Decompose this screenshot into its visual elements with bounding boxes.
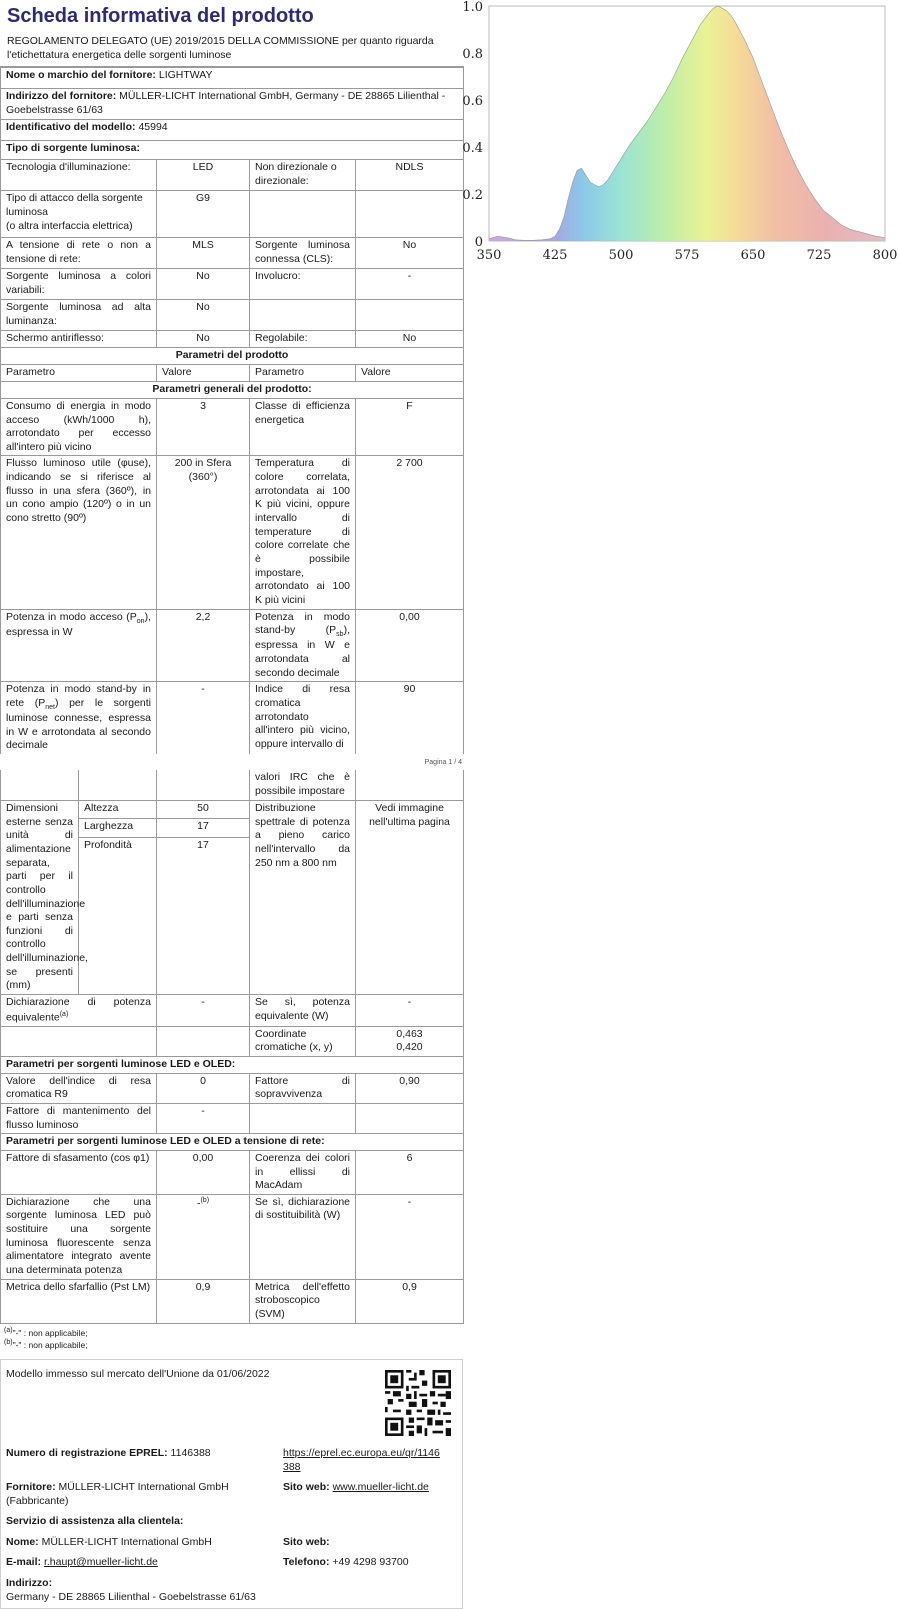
x-tick-label: 425 (542, 248, 568, 263)
param-label (1, 609, 157, 682)
general-title-row (1, 381, 464, 398)
param-label: Metrica dell'effetto stroboscopico (SVM) (250, 1279, 356, 1323)
param-row (1, 1073, 464, 1103)
param-row (1, 1103, 464, 1133)
dim-depth-value: 17 (157, 837, 250, 994)
param-label: valori IRC che è possibile impostare (250, 770, 356, 801)
led-title-row (1, 1057, 464, 1074)
market-info-box (0, 1359, 463, 1609)
type-row-value (356, 300, 464, 331)
pnet-subscript: net (45, 704, 55, 712)
chroma-x: 0,463 (396, 1027, 423, 1040)
param-label: Fattore di sopravvivenza (250, 1073, 356, 1103)
x-tick-label: 650 (740, 248, 766, 263)
address-heading: Indirizzo: (6, 1577, 53, 1590)
param-value: 0,00 (356, 609, 464, 682)
type-row-label: Tecnologia d'illuminazione: (1, 160, 157, 191)
type-row-value: No (356, 331, 464, 348)
param-value: 2,2 (157, 609, 250, 682)
column-header-row (1, 365, 464, 382)
type-row-value: No (157, 300, 250, 331)
supplier-row (1, 68, 464, 89)
dim-width-label: Larghezza (79, 819, 157, 837)
param-label (250, 609, 356, 682)
x-tick-label: 500 (608, 248, 634, 263)
type-row-value: - (356, 269, 464, 300)
address-value: MÜLLER-LICHT International GmbH, Germany - DE 28865 Lilienthal - Goebelstrasse 61/63 (6, 90, 446, 116)
param-label: Coordinate cromatiche (x, y) (250, 1026, 356, 1056)
param-label: Fattore di mantenimento del flusso luminoso (1, 1103, 157, 1133)
type-row (1, 300, 464, 331)
params-heading: Parametri del prodotto (1, 348, 464, 365)
param-label: Se sì, dichiarazione di sostituibilità (W) (250, 1194, 356, 1279)
param-value: 0 (157, 1073, 250, 1103)
param-value: 0,9 (356, 1279, 464, 1323)
equiv-label: Dichiarazione di potenza equivalente (6, 996, 151, 1024)
type-row-label: A tensione di rete o non a tensione di rete: (1, 238, 157, 269)
param-label (1, 995, 157, 1027)
type-row-label: Involucro: (250, 269, 356, 300)
footnote (4, 1326, 460, 1339)
email-line (6, 1556, 158, 1570)
service-address: Germany - DE 28865 Lilienthal - Goebelstrasse 61/63 (6, 1591, 256, 1604)
phone-label: Telefono: (283, 1556, 330, 1569)
mains-title-row (1, 1134, 464, 1151)
x-tick-label: 350 (476, 248, 502, 263)
address-label: Indirizzo del fornitore: (6, 90, 117, 103)
params-table-continued (0, 770, 464, 1324)
dim-depth-label: Profondità (79, 837, 157, 994)
dim-width-value: 17 (157, 819, 250, 837)
type-row-value: MLS (157, 238, 250, 269)
param-row (1, 1026, 464, 1056)
param-value: - (157, 682, 250, 754)
supplier-value: LIGHTWAY (158, 69, 213, 82)
param-row (1, 1194, 464, 1279)
footnote-mark: (b) (4, 1339, 13, 1347)
email-link[interactable]: r.haupt@mueller-licht.de (43, 1556, 158, 1569)
param-value: 3 (157, 398, 250, 456)
x-tick-label: 575 (674, 248, 700, 263)
type-row-value: No (157, 269, 250, 300)
supplier-table (0, 67, 464, 754)
footnote-text: "-" : non applicabile; (12, 1340, 88, 1351)
param-row (1, 770, 464, 801)
param-row (1, 398, 464, 456)
spd-value: Vedi immagine nell'ultima pagina (356, 801, 464, 995)
type-row-label: Sorgente luminosa a colori variabili: (1, 269, 157, 300)
y-tick-label: 0.6 (462, 94, 483, 109)
model-value: 45994 (138, 121, 168, 134)
address-row (1, 89, 464, 120)
type-row-label: Sorgente luminosa ad alta luminanza: (1, 300, 157, 331)
dim-height-label: Altezza (79, 801, 157, 819)
param-row (1, 1150, 464, 1194)
email-label: E-mail: (6, 1556, 42, 1569)
param-value: F (356, 398, 464, 456)
plot-area (462, 0, 897, 263)
footnote-mark: (a) (4, 1326, 13, 1334)
footnotes (0, 1324, 464, 1354)
market-date: Modello immesso sul mercato dell'Unione da 01/06/2022 (6, 1368, 270, 1381)
param-label: Temperatura di colore correlata, arrotondata ai 100 K più vicini, oppure intervallo di temperature di colore correlate che è possibile impostare, arrotondato ai 100 K più vicini (250, 456, 356, 609)
footnote-text: "-" : non applicabile; (12, 1327, 88, 1338)
psb-subscript: sb (336, 631, 344, 639)
param-value: 90 (356, 682, 464, 754)
pon-subscript: on (136, 617, 145, 625)
model-label: Identificativo del modello: (6, 121, 136, 134)
param-label: Valore dell'indice di resa cromatica R9 (1, 1073, 157, 1103)
param-value: - (356, 1194, 464, 1279)
service-name-line (6, 1536, 212, 1550)
type-row (1, 191, 464, 238)
param-label: Dichiarazione che una sorgente luminosa LED può sostituire una sorgente luminosa fluorescente senza alimentatore integrato avente una determinata potenza (1, 1194, 157, 1279)
x-tick-label: 725 (806, 248, 832, 263)
psb-label-end: ), espressa in W e arrotondata al secondo decimale (255, 624, 350, 679)
type-row-value: No (356, 238, 464, 269)
type-row-value: NDLS (356, 160, 464, 191)
param-value: 0,9 (157, 1279, 250, 1323)
website-line (283, 1481, 429, 1495)
type-row-label: Schermo antiriflesso: (1, 331, 157, 348)
spectrum-area (489, 6, 885, 241)
type-row-label (250, 300, 356, 331)
footnote (4, 1338, 460, 1351)
column-header: Valore (356, 365, 464, 382)
y-tick-label: 0.4 (462, 141, 483, 156)
dims-row (1, 801, 464, 819)
type-row (1, 238, 464, 269)
param-row (1, 609, 464, 682)
y-tick-label: 0 (474, 235, 483, 250)
led-heading: Parametri per sorgenti luminose LED e OLED: (1, 1057, 464, 1074)
pon-label-end: ), espressa in W (6, 610, 151, 638)
service-website-label: Sito web: (283, 1536, 330, 1549)
spd-label: Distribuzione spettrale di potenza a pieno carico nell'intervallo da 250 nm a 800 nm (250, 801, 356, 995)
param-label: Indice di resa cromatica arrotondato all'intero più vicino, oppure intervallo di (250, 682, 356, 754)
param-label: Se sì, potenza equivalente (W) (250, 995, 356, 1027)
type-row-label: Regolabile: (250, 331, 356, 348)
param-value: 2 700 (356, 456, 464, 609)
eprel-link[interactable]: https://eprel.ec.europa.eu/qr/1146388 (283, 1447, 440, 1473)
model-row (1, 120, 464, 141)
x-tick-label: 800 (872, 248, 898, 263)
pon-label: Potenza in modo acceso (P (6, 610, 137, 623)
param-value: - (157, 1103, 250, 1133)
y-tick-label: 0.8 (462, 47, 483, 62)
regulation-intro: REGOLAMENTO DELEGATO (UE) 2019/2015 DELLA COMMISSIONE per quanto riguarda l'etichettatura energetica delle sorgenti luminose (0, 32, 464, 67)
page-title: Scheda informativa del prodotto (7, 5, 314, 27)
phone-value: +49 4298 93700 (332, 1556, 409, 1569)
param-label: Fattore di sfasamento (cos φ1) (1, 1150, 157, 1194)
website-label: Sito web: (283, 1481, 330, 1494)
type-row-label (250, 191, 356, 238)
general-heading: Parametri generali del prodotto: (1, 381, 464, 398)
param-label (1, 682, 157, 754)
source-type-row (1, 141, 464, 160)
fornitore-label: Fornitore: (6, 1481, 56, 1494)
page-number: Pagina 1 / 4 (424, 759, 462, 767)
type-row-value: No (157, 331, 250, 348)
fornitore-value: MÜLLER-LICHT International GmbH (Fabbricante) (6, 1481, 229, 1507)
source-type-heading: Tipo di sorgente luminosa: (1, 141, 464, 160)
type-row-label (1, 191, 157, 238)
fluo-value: - (196, 1197, 201, 1210)
mains-heading: Parametri per sorgenti luminose LED e OLED a tensione di rete: (1, 1134, 464, 1151)
param-row (1, 682, 464, 754)
param-label: Coerenza dei colori in ellissi di MacAdam (250, 1150, 356, 1194)
type-row-value: LED (157, 160, 250, 191)
spectral-distribution-chart (462, 0, 899, 270)
param-value: - (356, 995, 464, 1027)
fluo-footnote-mark: (b) (200, 1196, 210, 1204)
param-value (356, 1026, 464, 1056)
chroma-y: 0,420 (396, 1041, 423, 1054)
param-value: 6 (356, 1150, 464, 1194)
y-tick-label: 0.2 (462, 188, 483, 203)
param-label: Consumo di energia in modo acceso (kWh/1000 h), arrotondato per eccesso all'intero più vicino (1, 398, 157, 456)
eprel-value: 1146388 (170, 1447, 211, 1460)
service-name-label: Nome: (6, 1536, 39, 1549)
page-break (0, 754, 464, 770)
cap-type-label-note: (o altra interfaccia elettrica) (6, 219, 133, 232)
column-header: Parametro (250, 365, 356, 382)
param-row (1, 456, 464, 609)
phone-line (283, 1556, 409, 1570)
eprel-line (6, 1447, 211, 1461)
dim-height-value: 50 (157, 801, 250, 819)
type-row (1, 331, 464, 348)
column-header: Parametro (1, 365, 157, 382)
param-value: 200 in Sfera (360°) (157, 456, 250, 609)
fornitore-line (6, 1481, 276, 1508)
supplier-label: Nome o marchio del fornitore: (6, 69, 156, 82)
dims-label: Dimensioni esterne senza unità di alimentazione separata, parti per il controllo dell'illuminazione e parti senza funzioni di controllo dell'illuminazione, se presenti (mm) (1, 801, 79, 995)
param-row (1, 995, 464, 1027)
equiv-footnote-mark: (a) (59, 1010, 69, 1018)
param-label: Classe di efficienza energetica (250, 398, 356, 456)
pnet-label-end: ) per le sorgenti luminose connesse, espressa in W e arrotondata al secondo decimale (6, 696, 152, 752)
y-tick-label: 1.0 (462, 0, 483, 15)
service-name-value: MÜLLER-LICHT International GmbH (41, 1536, 212, 1549)
type-row-value: G9 (157, 191, 250, 238)
type-row-label: Non direzionale o direzionale: (250, 160, 356, 191)
cap-type-label: Tipo di attacco della sorgente luminosa (6, 192, 143, 218)
type-row (1, 160, 464, 191)
column-header: Valore (157, 365, 250, 382)
service-heading: Servizio di assistenza alla clientela: (6, 1515, 184, 1528)
param-value: - (157, 995, 250, 1027)
param-label: Flusso luminoso utile (φuse), indicando se si riferisce al flusso in una sfera (360º), in un cono ampio (120º) o in un cono stretto (90º) (1, 456, 157, 609)
psb-label: Potenza in modo stand-by (P (255, 610, 350, 637)
qr-code-icon (385, 1370, 451, 1436)
type-row (1, 269, 464, 300)
pnet-label: Potenza in modo stand-by in rete (P (6, 683, 151, 709)
param-value: 0,90 (356, 1073, 464, 1103)
eprel-link-container (283, 1447, 443, 1474)
params-title-row (1, 348, 464, 365)
eprel-label: Numero di registrazione EPREL: (6, 1447, 168, 1460)
param-value (157, 1194, 250, 1279)
type-row-label: Sorgente luminosa connessa (CLS): (250, 238, 356, 269)
website-link[interactable]: www.mueller-licht.de (332, 1481, 429, 1494)
param-row (1, 1279, 464, 1323)
param-label: Metrica dello sfarfallio (Pst LM) (1, 1279, 157, 1323)
param-value: 0,00 (157, 1150, 250, 1194)
type-row-value (356, 191, 464, 238)
